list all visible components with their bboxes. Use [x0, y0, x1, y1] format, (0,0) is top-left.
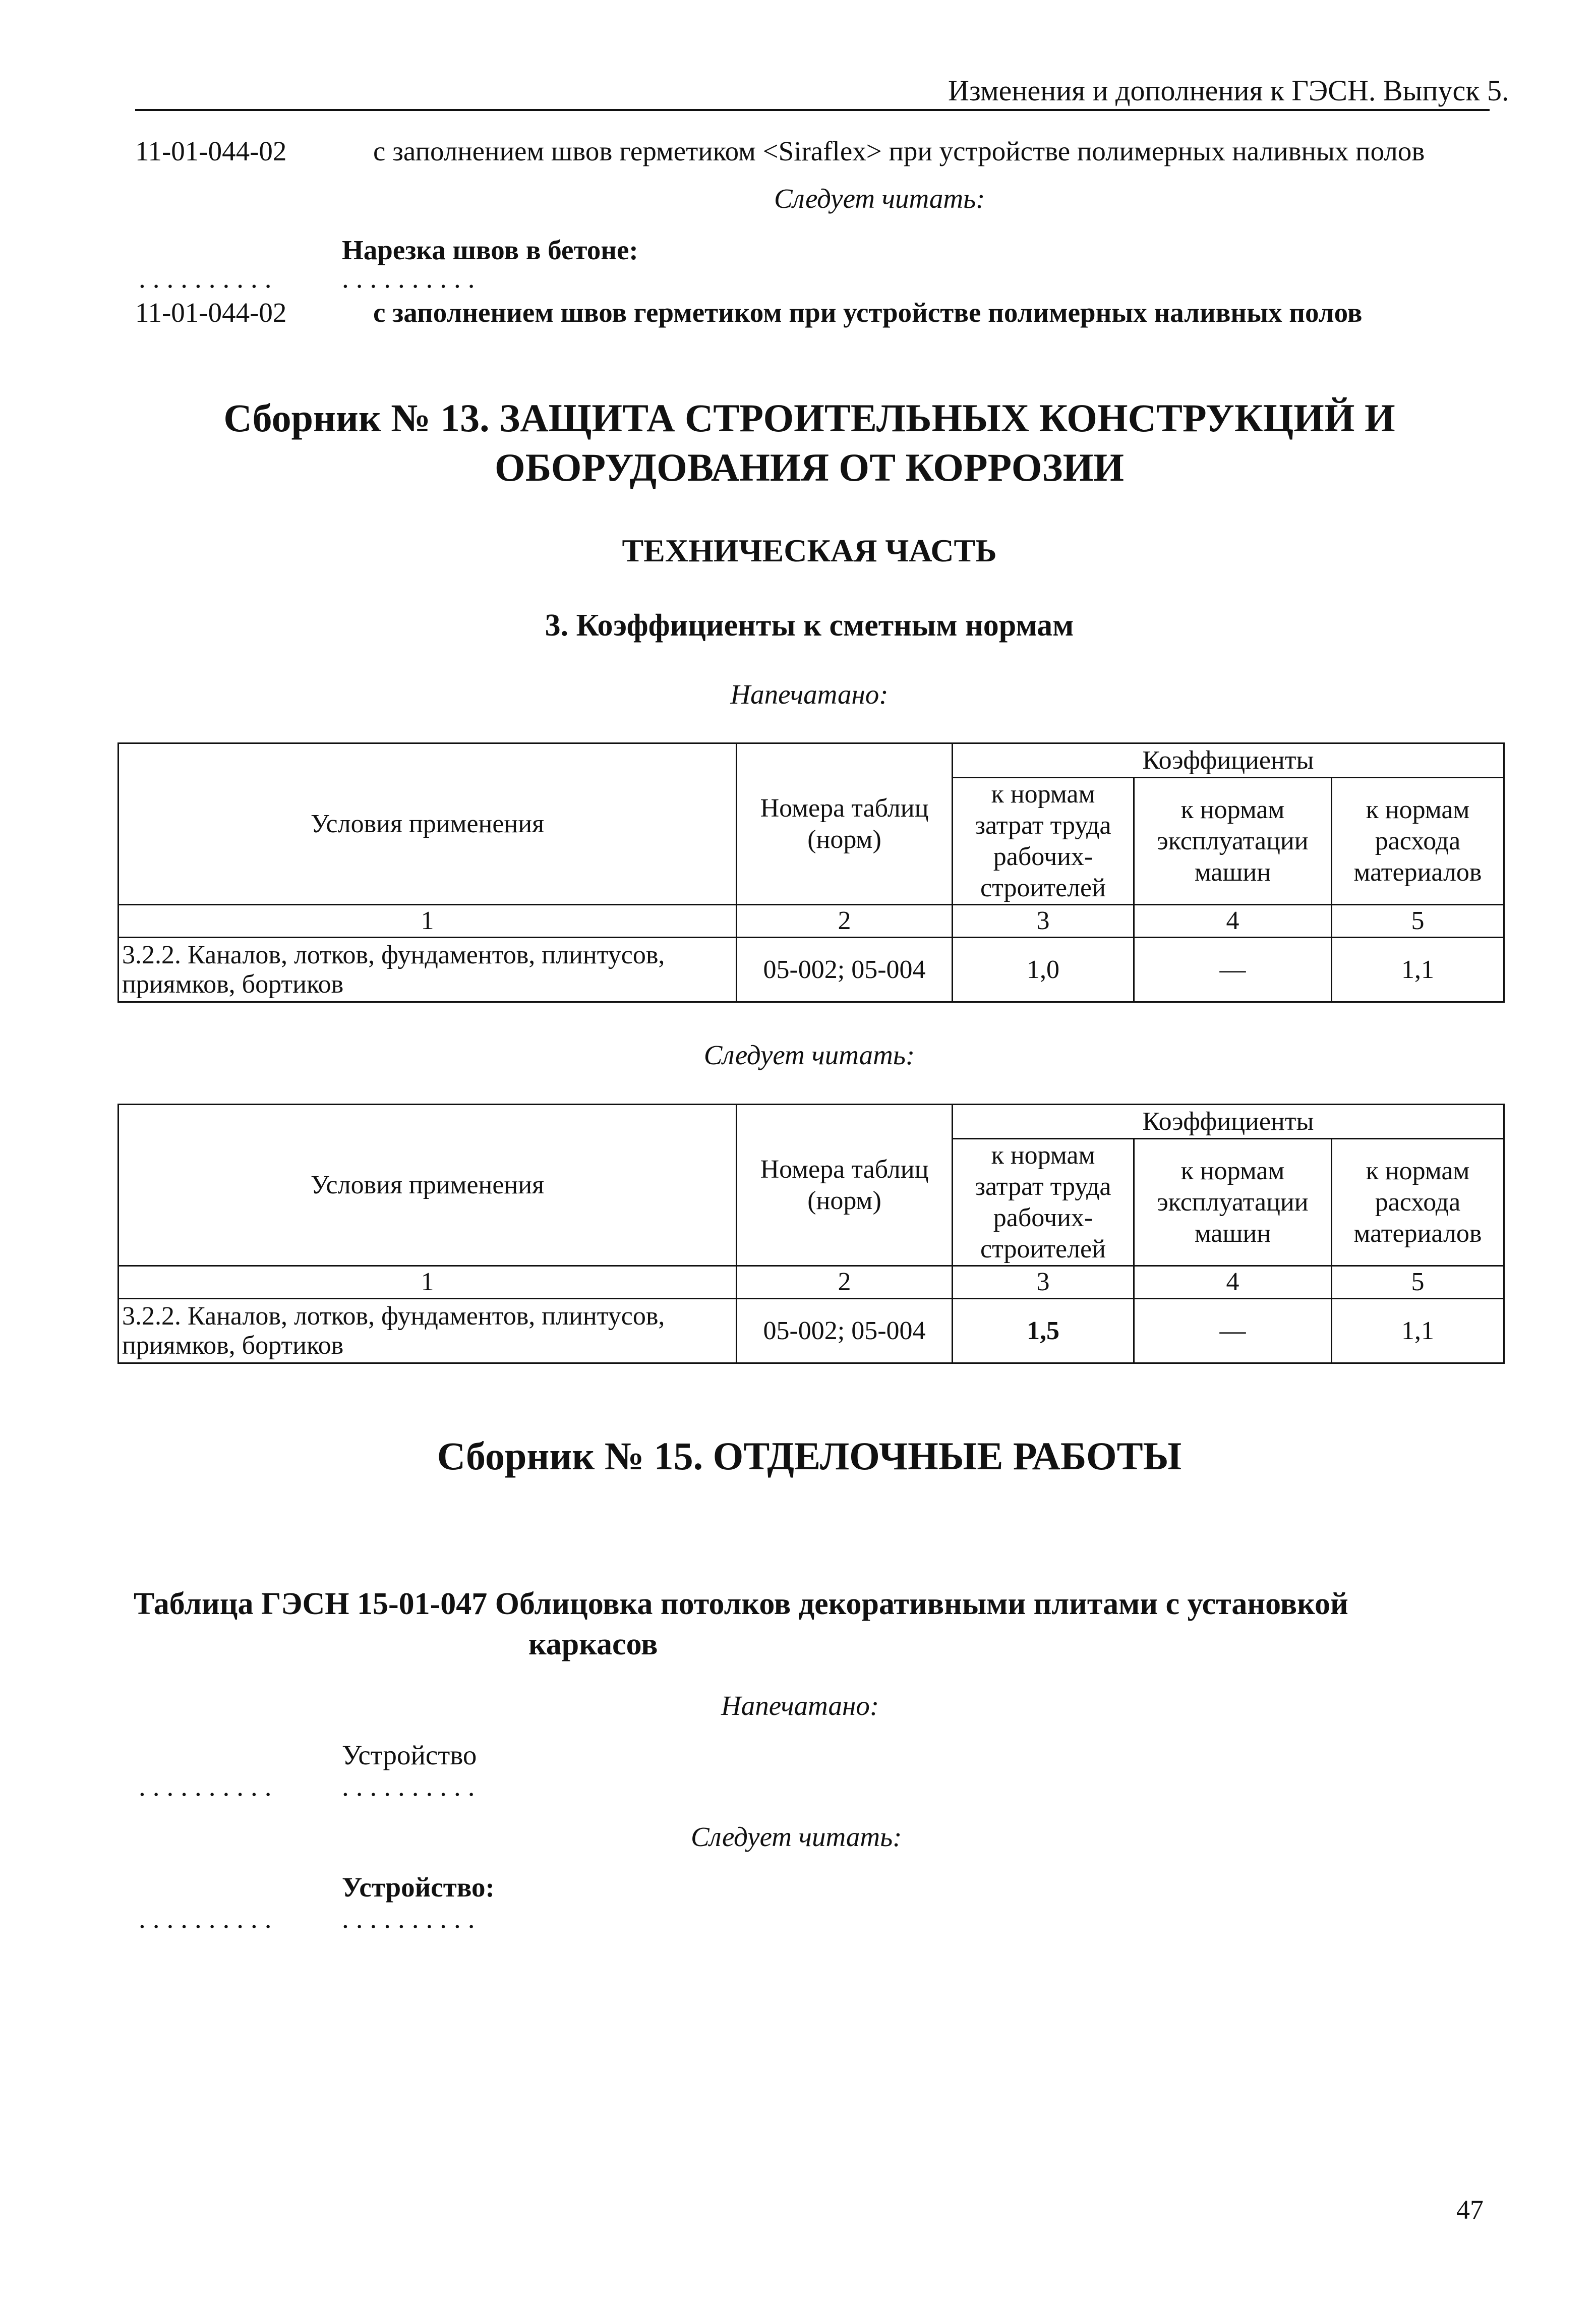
row-materials: 1,1	[1332, 938, 1504, 1002]
running-header: Изменения и дополнения к ГЭСН. Выпуск 5.	[948, 74, 1509, 107]
row-condition: 3.2.2. Каналов, лотков, фундаментов, плинтусов, приямков, бортиков	[119, 938, 737, 1002]
header-rule	[135, 109, 1490, 111]
corrected-word: Устройство:	[342, 1872, 495, 1903]
section13-title	[116, 393, 1503, 492]
row-labor: 1,5	[953, 1299, 1134, 1363]
new-heading: Нарезка швов в бетоне:	[342, 235, 638, 265]
col-number: 3	[953, 1266, 1134, 1299]
col-header-conditions: Условия применения	[119, 1105, 737, 1266]
col-header-coefficients: Коэффициенты	[953, 1105, 1504, 1139]
section13-title-line2: ОБОРУДОВАНИЯ ОТ КОРРОЗИИ	[495, 445, 1124, 489]
section13-title-line1: Сборник № 13. ЗАЩИТА СТРОИТЕЛЬНЫХ КОНСТРУКЦИЙ И	[223, 396, 1395, 440]
col-number: 3	[953, 905, 1134, 938]
table-title-line1: Таблица ГЭСН 15-01-047 Облицовка потолков декоративными плитами с установкой	[134, 1587, 1348, 1621]
col-number: 2	[737, 905, 953, 938]
table-15-01-047-title	[134, 1584, 1495, 1664]
dots-right: ..........	[342, 1771, 482, 1802]
dots-left: ..........	[139, 1903, 279, 1934]
row-machines: —	[1134, 938, 1332, 1002]
coefficients-table-corrected	[117, 1104, 1505, 1364]
new-text: с заполнением швов герметиком при устройстве полимерных наливных полов	[373, 297, 1363, 328]
col-header-tables: Номера таблиц (норм)	[737, 743, 953, 905]
col-header-materials: к нормам расхода материалов	[1332, 1139, 1504, 1266]
col-header-materials: к нормам расхода материалов	[1332, 778, 1504, 905]
coefficients-table-printed	[117, 742, 1505, 1003]
row-tables: 05-002; 05-004	[737, 1299, 953, 1363]
printed-word: Устройство	[342, 1740, 477, 1770]
dots-left: ..........	[139, 1771, 279, 1802]
col-number: 1	[119, 1266, 737, 1299]
col-header-labor: к нормам затрат труда рабочих-строителей	[953, 1139, 1134, 1266]
new-code: 11-01-044-02	[135, 297, 287, 328]
dots-right: ..........	[342, 1903, 482, 1934]
dots-right: ..........	[342, 263, 482, 294]
row-materials: 1,1	[1332, 1299, 1504, 1363]
table-row	[119, 1299, 1504, 1363]
row-machines: —	[1134, 1299, 1332, 1363]
coefficients-heading: 3. Коэффициенты к сметным нормам	[545, 608, 1074, 643]
printed-label-2: Напечатано:	[721, 1690, 879, 1721]
dots-left: ..........	[139, 263, 279, 294]
col-header-conditions: Условия применения	[119, 743, 737, 905]
col-number: 5	[1332, 1266, 1504, 1299]
row-condition: 3.2.2. Каналов, лотков, фундаментов, плинтусов, приямков, бортиков	[119, 1299, 737, 1363]
section15-title: Сборник № 15. ОТДЕЛОЧНЫЕ РАБОТЫ	[437, 1434, 1182, 1478]
col-header-labor: к нормам затрат труда рабочих-строителей	[953, 778, 1134, 905]
table-title-line2: каркасов	[528, 1627, 658, 1661]
col-header-coefficients: Коэффициенты	[953, 743, 1504, 778]
col-number: 5	[1332, 905, 1504, 938]
col-header-tables: Номера таблиц (норм)	[737, 1105, 953, 1266]
read-as-label-3: Следует читать:	[691, 1821, 902, 1852]
col-number: 4	[1134, 1266, 1332, 1299]
col-header-machines: к нормам эксплуатации машин	[1134, 778, 1332, 905]
printed-label-1: Напечатано:	[730, 679, 889, 710]
col-number: 1	[119, 905, 737, 938]
col-header-machines: к нормам эксплуатации машин	[1134, 1139, 1332, 1266]
technical-part-heading: ТЕХНИЧЕСКАЯ ЧАСТЬ	[622, 533, 997, 568]
old-text: с заполнением швов герметиком <Siraflex> при устройстве полимерных наливных полов	[373, 136, 1425, 166]
col-number: 4	[1134, 905, 1332, 938]
table-row	[119, 938, 1504, 1002]
read-as-label: Следует читать:	[774, 183, 985, 214]
old-code: 11-01-044-02	[135, 136, 287, 166]
row-tables: 05-002; 05-004	[737, 938, 953, 1002]
page-number: 47	[1456, 2195, 1484, 2225]
read-as-label-2: Следует читать:	[703, 1040, 915, 1070]
row-labor: 1,0	[953, 938, 1134, 1002]
col-number: 2	[737, 1266, 953, 1299]
